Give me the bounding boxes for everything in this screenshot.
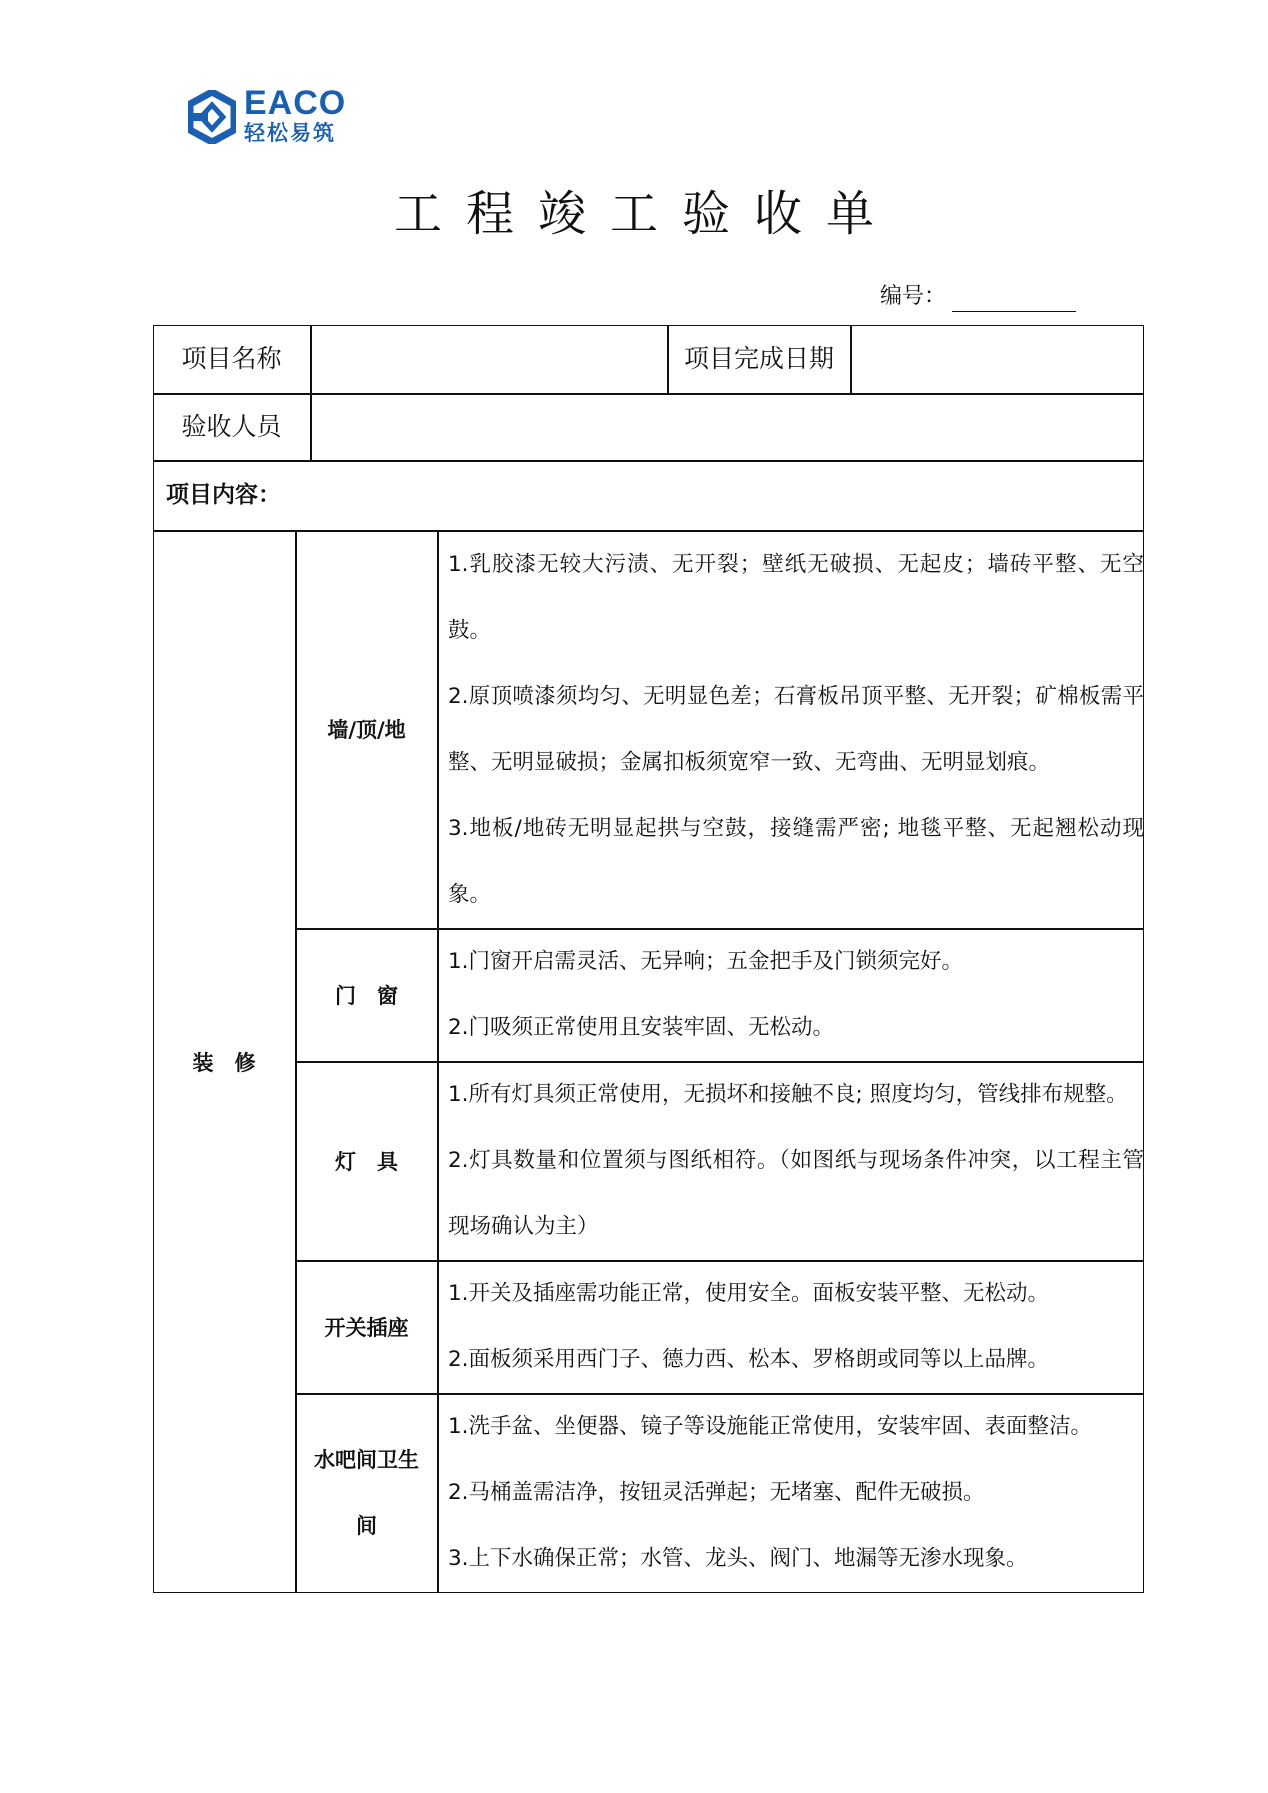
group-label-wall-ceiling-floor: 墙/顶/地	[327, 718, 406, 742]
project-name-label: 项目名称	[181, 344, 282, 373]
list-item: 1.门窗开启需灵活、无异响；五金把手及门锁须完好。	[448, 949, 964, 974]
eaco-hexagon-icon	[188, 90, 236, 144]
group-items-doors-windows	[448, 929, 1144, 1061]
group-items-switches-sockets	[448, 1261, 1144, 1393]
list-item: 1.所有灯具须正常使用，无损坏和接触不良; 照度均匀，管线排布规整。	[448, 1082, 1128, 1107]
list-item: 1.开关及插座需功能正常，使用安全。面板安装平整、无松动。	[448, 1281, 1050, 1306]
group-label-doors-windows: 门 窗	[335, 983, 398, 1008]
form-title: 工程竣工验收单	[393, 186, 898, 242]
group-items-lighting	[448, 1062, 1144, 1260]
group-items-bar-restroom	[448, 1394, 1144, 1592]
group-items-wall-ceiling-floor	[448, 532, 1144, 928]
list-item: 2.灯具数量和位置须与图纸相符。（如图纸与现场条件冲突，以工程主管现场确认为主）	[448, 1148, 1144, 1239]
logo-tagline: 轻松易筑	[244, 121, 336, 145]
completion-date-label: 项目完成日期	[683, 344, 834, 373]
serial-number	[880, 282, 1076, 312]
logo-brand-text: EACO	[244, 84, 347, 122]
list-item: 2.门吸须正常使用且安装牢固、无松动。	[448, 1015, 835, 1040]
group-label-bar-restroom: 水吧间卫生间	[314, 1448, 419, 1538]
company-logo	[188, 86, 358, 150]
list-item: 2.原顶喷漆须均匀、无明显色差；石膏板吊顶平整、无开裂；矿棉板需平整、无明显破损；金属扣板须宽窄一致、无弯曲、无明显划痕。	[448, 684, 1144, 775]
section-label-decoration: 装 修	[192, 1050, 256, 1075]
list-item: 1.乳胶漆无较大污渍、无开裂；壁纸无破损、无起皮；墙砖平整、无空鼓。	[448, 552, 1144, 643]
column-divider	[437, 530, 439, 1593]
inspector-label: 验收人员	[181, 411, 282, 441]
row-divider	[153, 460, 1144, 462]
list-item: 2.面板须采用西门子、德力西、松本、罗格朗或同等以上品牌。	[448, 1347, 1050, 1372]
list-item: 1.洗手盆、坐便器、镜子等设施能正常使用，安装牢固、表面整洁。	[448, 1414, 1093, 1439]
content-heading: 项目内容：	[166, 482, 281, 508]
list-item: 3.上下水确保正常；水管、龙头、阀门、地漏等无渗水现象。	[448, 1546, 1028, 1571]
project-name-field[interactable]	[311, 325, 667, 393]
serial-number-field[interactable]	[952, 287, 1076, 312]
serial-number-label: 编号：	[880, 284, 947, 309]
completion-date-field[interactable]	[851, 325, 1144, 393]
inspector-field[interactable]	[311, 393, 1144, 460]
group-label-lighting: 灯 具	[335, 1149, 398, 1174]
list-item: 2.马桶盖需洁净，按钮灵活弹起；无堵塞、配件无破损。	[448, 1480, 985, 1505]
list-item: 3.地板/地砖无明显起拱与空鼓，接缝需严密; 地毯平整、无起翘松动现象。	[448, 816, 1144, 907]
group-label-switches-sockets: 开关插座	[324, 1315, 409, 1340]
